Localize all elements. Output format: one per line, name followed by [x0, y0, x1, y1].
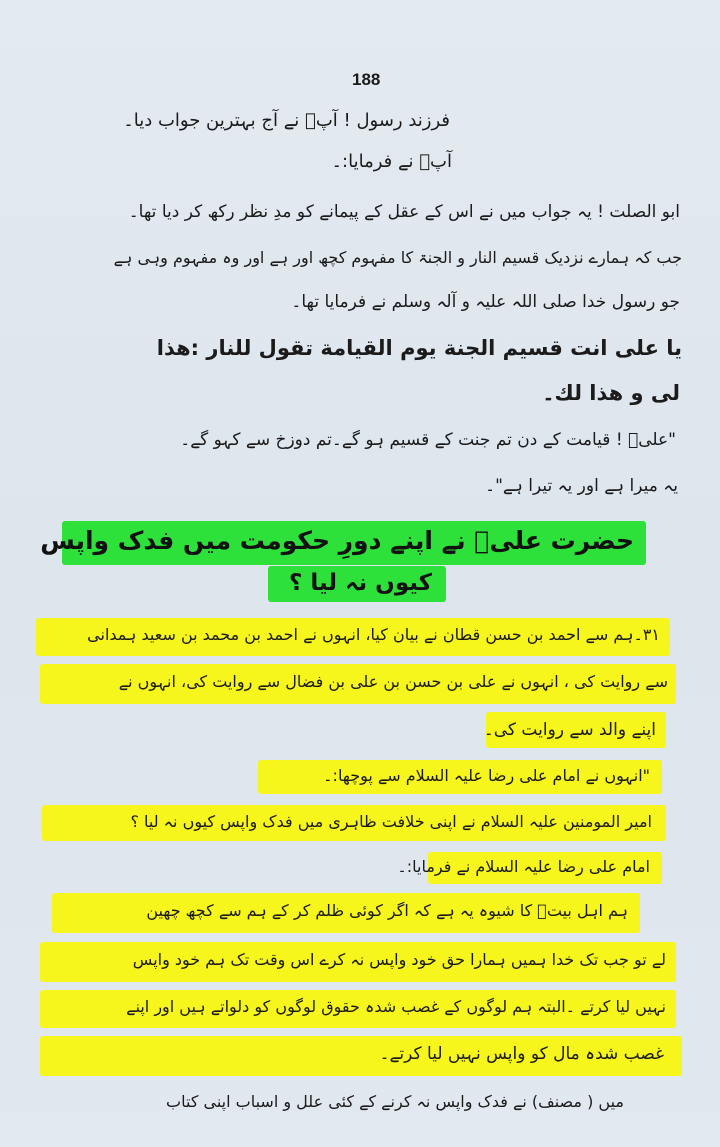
body-line: "انہوں نے امام علی رضا علیہ السلام سے پوچھا:۔: [323, 766, 650, 785]
body-line: امیر المومنین علیہ السلام نے اپنی خلافت ظاہری میں فدک واپس کیوں نہ لیا ؟: [130, 812, 652, 831]
text-line: ابو الصلت ! یہ جواب میں نے اس کے عقل کے پیمانے کو مدِ نظر رکھ کر دیا تھا۔: [128, 202, 680, 222]
text-line: فرزند رسول ! آپؑ نے آج بہترین جواب دیا۔: [123, 110, 450, 131]
body-line: ۳۱۔ہم سے احمد بن حسن قطان نے بیان کیا، انہوں نے احمد بن محمد بن سعید ہمدانی: [87, 625, 660, 644]
text-line: جو رسول خدا صلی اللہ علیہ و آلہ وسلم نے فرمایا تھا۔: [291, 292, 680, 312]
text-line: جب کہ ہمارے نزدیک قسیم النار و الجنۃ کا مفہوم کچھ اور ہے اور وہ مفہوم وہی ہے: [113, 248, 682, 267]
body-line: سے روایت کی ، انہوں نے علی بن حسن بن علی بن فضال سے روایت کی، انہوں نے: [118, 672, 668, 691]
body-line: ہم اہل بیتؑ کا شیوہ یہ ہے کہ اگر کوئی ظلم کر کے ہم سے کچھ چھین: [146, 901, 628, 920]
body-line: امام علی رضا علیہ السلام نے فرمایا:۔: [397, 857, 650, 876]
section-heading: کیوں نہ لیا ؟: [289, 570, 432, 596]
translation-line: یہ میرا ہے اور یہ تیرا ہے"۔: [485, 476, 678, 496]
translation-line: "علیؑ ! قیامت کے دن تم جنت کے قسیم ہو گے۔تم دوزخ سے کہو گے۔: [180, 430, 676, 450]
body-line: میں ( مصنف) نے فدک واپس نہ کرنے کے کئی علل و اسباب اپنی کتاب: [166, 1092, 624, 1111]
body-line: غصب شدہ مال کو واپس نہیں لیا کرتے۔: [379, 1044, 664, 1064]
arabic-quote-line: یا علی انت قسیم الجنة یوم القیامة تقول للنار :هذا: [156, 336, 682, 360]
body-line: اپنے والد سے روایت کی۔: [483, 720, 656, 740]
body-line: نہیں لیا کرتے ۔البتہ ہم لوگوں کے غصب شدہ حقوق لوگوں کو دلواتے ہیں اور اپنے: [126, 997, 666, 1016]
text-line: آپؑ نے فرمایا:۔: [331, 151, 452, 172]
section-heading: حضرت علیؑ نے اپنے دورِ حکومت میں فدک واپس: [40, 526, 634, 555]
page-number: 188: [352, 70, 381, 89]
body-line: لے تو جب تک خدا ہمیں ہمارا حق خود واپس نہ کرے اس وقت تک ہم خود واپس: [132, 950, 666, 969]
arabic-quote-line: لی و هذا لك۔: [542, 381, 680, 405]
